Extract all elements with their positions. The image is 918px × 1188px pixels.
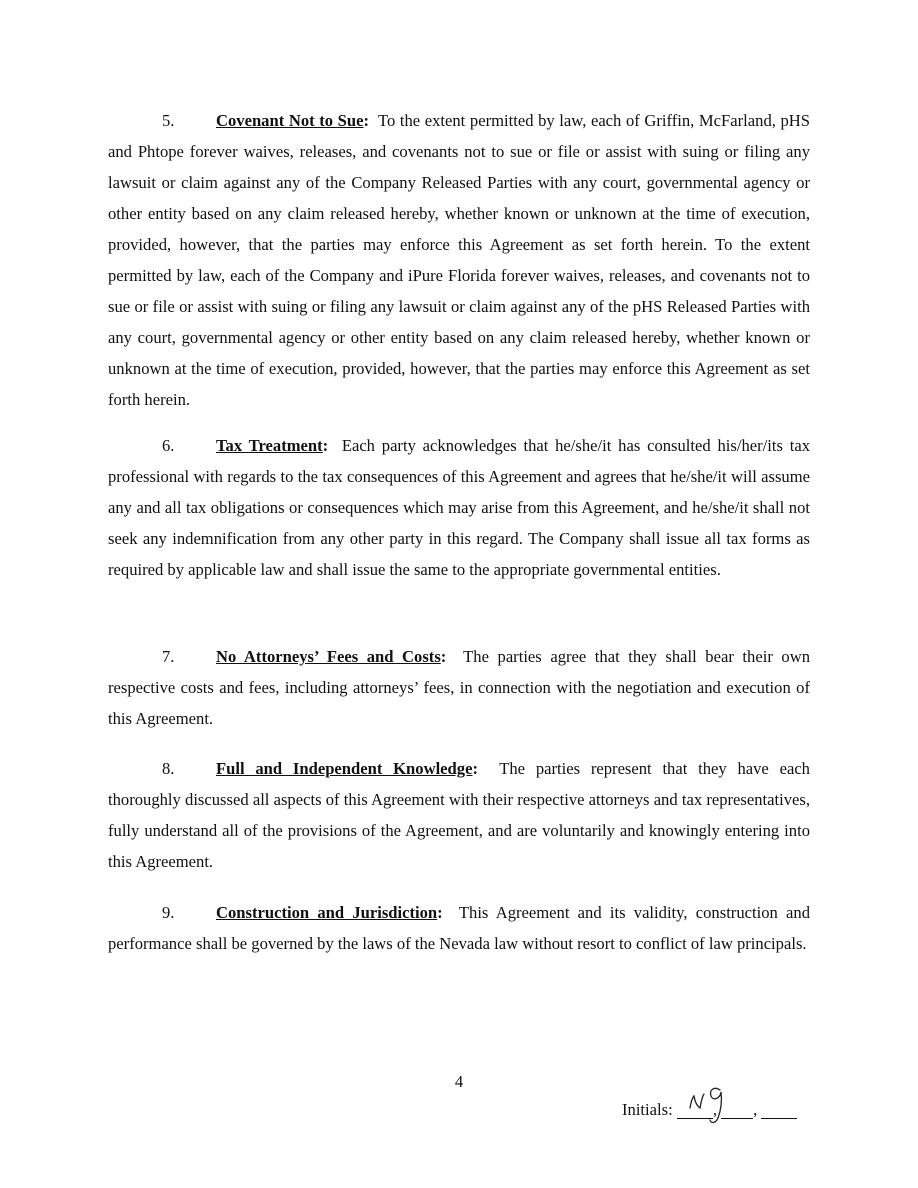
section-number: 9.: [162, 903, 175, 922]
section-7: [108, 641, 810, 734]
section-heading: No Attorneys’ Fees and Costs: [216, 647, 441, 666]
section-heading: Tax Treatment: [216, 436, 323, 455]
section-5: [108, 105, 810, 415]
page-number: 4: [454, 1072, 464, 1091]
section-8: [108, 753, 810, 877]
section-heading: Construction and Jurisdiction: [216, 903, 438, 922]
section-6: [108, 430, 810, 585]
initials-comma: ,: [712, 1100, 718, 1119]
heading-separator: :: [472, 759, 478, 778]
heading-separator: :: [363, 111, 370, 130]
section-body: To the extent permitted by law, each of Griffin, McFarland, pHS and Phtope forever waives, releases, and covenants not to sue or file or assist with suing or filing any lawsuit or claim against any of the Company Released Parties with any court, governmental agency or other entity based on any claim released hereby, whether known or unknown at the time of execution, provided, however, that the parties may enforce this Agreement as set forth herein. To the extent permitted by law, each of the Company and iPure Florida forever waives, releases, and covenants not to sue or file or assist with suing or filing any lawsuit or claim against any of the pHS Released Parties with any court, governmental agency or other entity based on any claim released hereby, whether known or unknown at the time of execution, provided, however, that the parties may enforce this Agreement as set forth herein.: [108, 111, 811, 409]
section-heading: Full and Independent Knowledge: [216, 759, 473, 778]
section-body: This Agreement and its validity, construction and performance shall be governed by the laws of the Nevada law without resort to conflict of law principals.: [108, 903, 810, 953]
section-body: Each party acknowledges that he/she/it has consulted his/her/its tax professional with regards to the tax consequences of this Agreement and agrees that he/she/it will assume any and all tax obligations or consequences which may arise from this Agreement, and he/she/it shall not seek any indemnification from any other party in this regard. The Company shall issue all tax forms as required by applicable law and shall issue the same to the appropriate governmental entities.: [108, 436, 810, 579]
section-body: The parties agree that they shall bear their own respective costs and fees, including attorneys’ fees, in connection with the negotiation and execution of this Agreement.: [108, 647, 810, 728]
heading-separator: :: [440, 647, 447, 666]
initials-blank-3: [761, 1100, 797, 1119]
section-number: 6.: [162, 436, 175, 455]
section-number: 5.: [162, 111, 175, 130]
handwritten-initials-signature: [684, 1080, 734, 1126]
section-number: 7.: [162, 647, 175, 666]
initials-comma: ,: [753, 1100, 758, 1119]
heading-separator: :: [437, 903, 443, 922]
section-9: [108, 897, 810, 959]
section-heading: Covenant Not to Sue: [216, 111, 364, 130]
initials-label: Initials:: [622, 1100, 673, 1119]
section-number: 8.: [162, 759, 175, 778]
heading-separator: :: [322, 436, 329, 455]
section-body: The parties represent that they have each thoroughly discussed all aspects of this Agreement with their respective attorneys and tax representatives, fully understand all of the provisions of the Agreement, and are voluntarily and knowingly entering into this Agreement.: [108, 759, 810, 871]
